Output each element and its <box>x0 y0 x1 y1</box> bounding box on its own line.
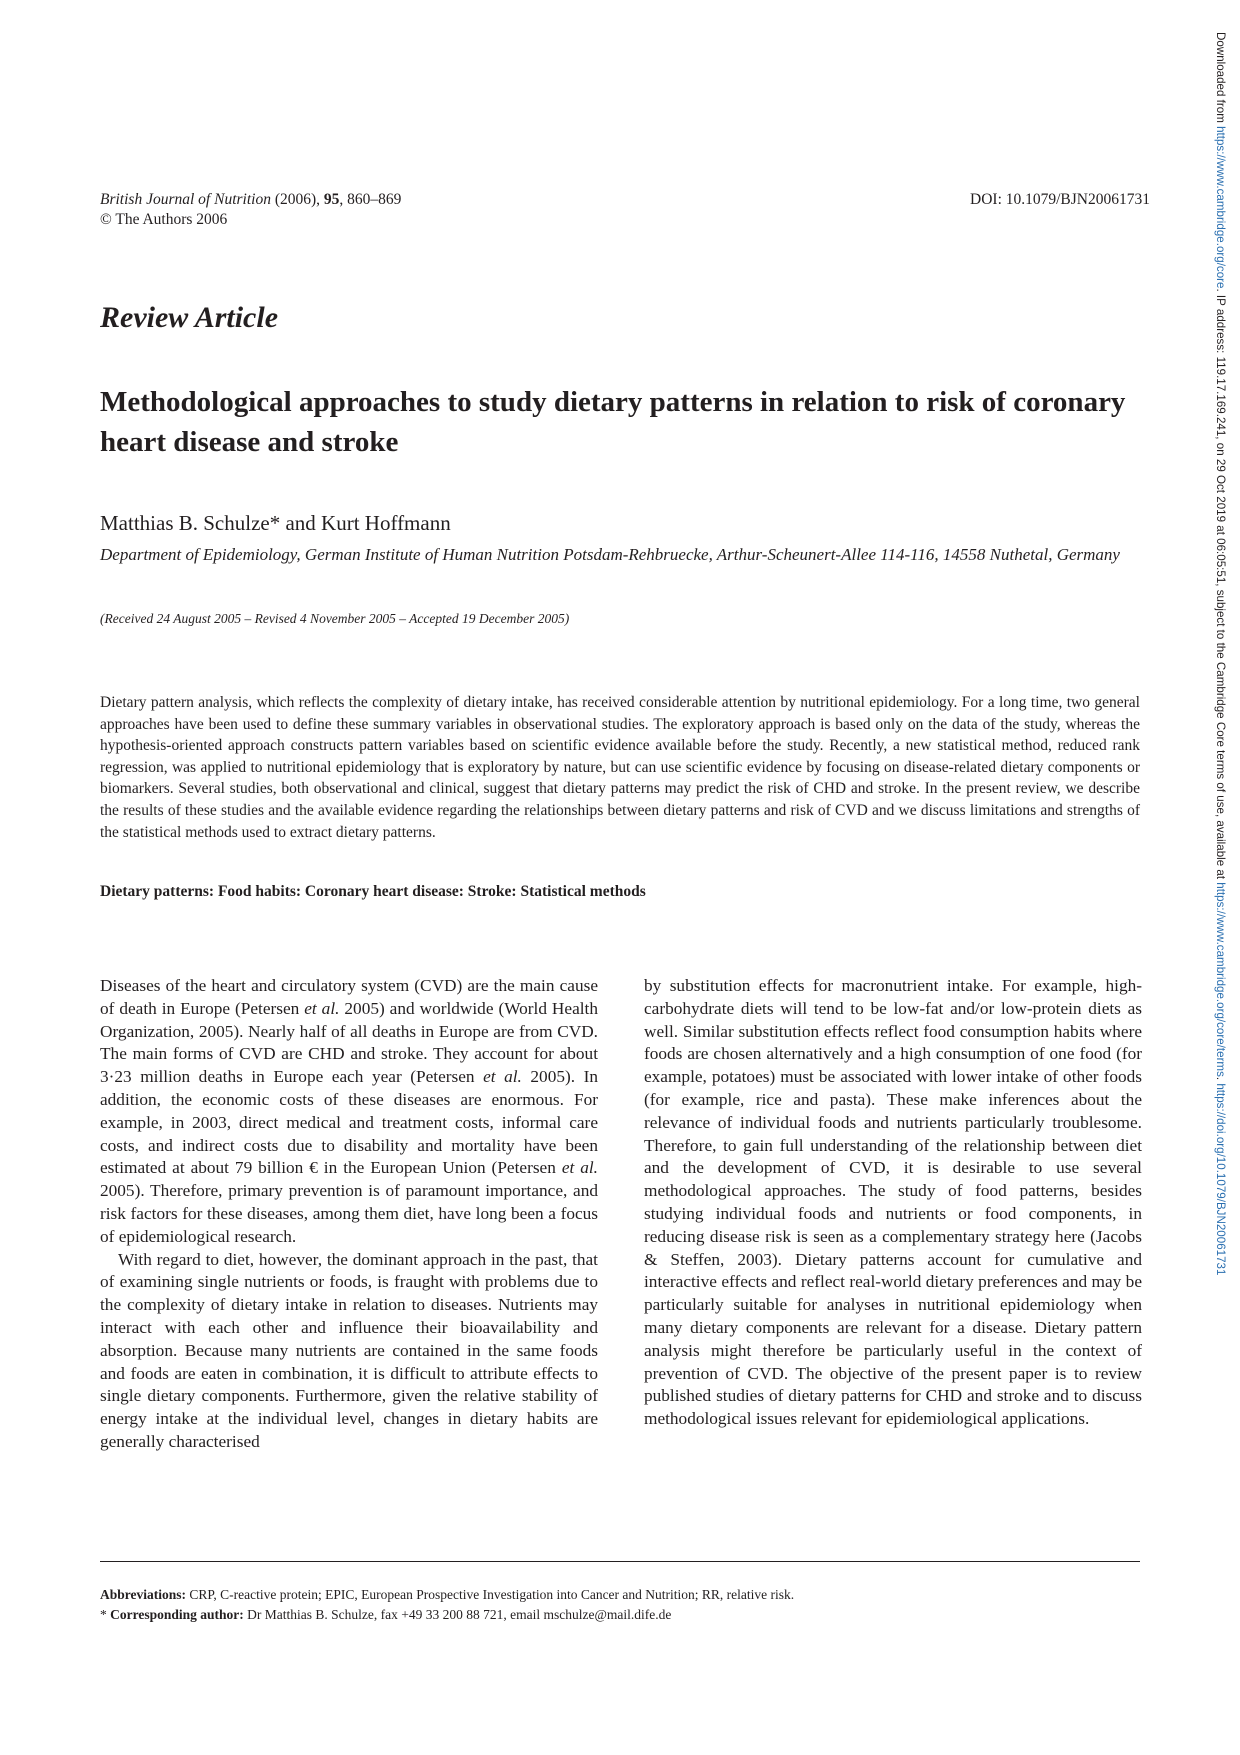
journal-year: (2006), <box>270 191 324 208</box>
download-notice <box>1210 32 1230 1732</box>
authors: Matthias B. Schulze* and Kurt Hoffmann <box>100 511 451 535</box>
footnote-label: Abbreviations: <box>100 1587 187 1602</box>
abstract: Dietary pattern analysis, which reflects the complexity of dietary intake, has received considerable attention by nutritional epidemiology. For a long time, two general approaches have been used to define these summary variables in observational studies. The exploratory approach is based only on the data of the study, whereas the hypothesis-oriented approach constructs pattern variables based on scientific evidence available before the study. Recently, a new statistical method, reduced rank regression, was applied to nutritional epidemiology that is exploratory by nature, but can use scientific evidence by focusing on disease-related dietary components or biomarkers. Several studies, both observational and clinical, suggest that dietary patterns may predict the risk of CHD and stroke. In the present review, we describe the results of these studies and the available evidence regarding the relationships between dietary patterns and risk of CVD and we discuss limitations and strengths of the statistical methods used to extract dietary patterns. <box>100 694 1140 841</box>
paragraph: With regard to diet, however, the dominant approach in the past, that of examining single nutrients or foods, is fraught with problems due to the complexity of dietary intake in relation to diseases. Nutrients may interact with each other and influence their bioavailability and absorption. Because many nutrients are contained in the same foods and foods are eaten in combination, it is difficult to attribute effects to single dietary components. Furthermore, given the relative stability of energy intake at the individual level, changes in dietary habits are generally characterised <box>100 1249 598 1451</box>
journal-name: British Journal of Nutrition <box>100 191 271 208</box>
terms-link[interactable]: https://www.cambridge.org/core/terms <box>1214 882 1227 1077</box>
footnote-label: Corresponding author: <box>110 1607 244 1622</box>
text-run: 2005). Therefore, primary prevention is of paramount importance, and risk factors for these diseases, among them diet, have long been a focus of epidemiological research. <box>100 1181 598 1246</box>
notice-text: . <box>1214 1076 1227 1084</box>
footnote-text: Dr Matthias B. Schulze, fax +49 33 200 88 721, email mschulze@mail.dife.de <box>243 1607 672 1622</box>
article-title: Methodological approaches to study dietary patterns in relation to risk of coronary heart disease and stroke <box>100 386 1126 458</box>
footnote-divider <box>100 1561 1140 1562</box>
journal-volume: 95 <box>323 191 340 208</box>
paragraph <box>100 975 598 1249</box>
footnote-abbreviations <box>100 1586 1140 1604</box>
text-run: 2005) and worldwide (World Health Organization, 2005). Nearly half of all deaths in Europe are from CVD. The main forms of CVD are CHD and stroke. They account for about 3·23 million deaths in Europe each year (Petersen <box>100 998 598 1087</box>
body-column-right <box>644 975 1142 1431</box>
affiliation: Department of Epidemiology, German Institute of Human Nutrition Potsdam-Rehbruecke, Arthur-Scheunert-Allee 114-116, 14558 Nuthetal, Germany <box>100 545 1120 564</box>
copyright: © The Authors 2006 <box>100 211 228 228</box>
cambridge-core-link[interactable]: https://www.cambridge.org/core <box>1214 126 1227 289</box>
text-run: 2005). In addition, the economic costs of these diseases are enormous. For example, in 2003, direct medical and treatment costs, informal care costs, and indirect costs due to disability and mortality have been estimated at about 79 billion € in the European Union (Petersen <box>100 1067 598 1178</box>
keywords: Dietary patterns: Food habits: Coronary heart disease: Stroke: Statistical methods <box>100 883 646 900</box>
footnote-star: * <box>100 1607 111 1622</box>
footnote-corresponding <box>100 1606 1140 1624</box>
footnote-text: CRP, C-reactive protein; EPIC, European Prospective Investigation into Cancer and Nutrition; RR, relative risk. <box>186 1587 795 1602</box>
doi-link[interactable]: https://doi.org/10.1079/BJN20061731 <box>1214 1083 1227 1276</box>
received-dates: (Received 24 August 2005 – Revised 4 November 2005 – Accepted 19 December 2005) <box>100 611 570 626</box>
notice-text: Downloaded from <box>1214 32 1227 127</box>
paragraph: by substitution effects for macronutrient intake. For example, high-carbohydrate diets will tend to be low-fat and/or low-protein diets as well. Similar substitution effects reflect food consumption habits where foods are chosen alternatively and a high consumption of one food (for example, potatoes) must be associated with lower intake of other foods (for example, rice and pasta). These make inferences about the relevance of individual foods and nutrients particularly troublesome. Therefore, to gain full understanding of the relationship between diet and the development of CVD, it is desirable to use several methodological approaches. The study of food patterns, besides studying individual foods and nutrients or food components, in reducing disease risk is seen as a complementary strategy here (Jacobs & Steffen, 2003). Dietary patterns account for cumulative and interactive effects and reflect real-world dietary preferences and may be particularly suitable for analyses in nutritional epidemiology when many dietary components are relevant for a disease. Dietary pattern analysis might therefore be particularly useful in the context of prevention of CVD. The objective of the present paper is to review published studies of dietary patterns for CHD and stroke and to discuss methodological issues relevant for epidemiological applications. <box>644 976 1142 1429</box>
body-column-left <box>100 975 598 1454</box>
journal-citation <box>100 190 401 210</box>
et-al: et al. <box>483 1067 522 1087</box>
article-type: Review Article <box>100 301 279 334</box>
text-run: Diseases of the heart and circulatory system (CVD) are the main cause of death in Europe (Petersen <box>100 976 598 1018</box>
journal-pages: , 860–869 <box>339 191 402 208</box>
et-al: et al. <box>304 998 340 1018</box>
doi: DOI: 10.1079/BJN20061731 <box>970 191 1150 208</box>
et-al: et al. <box>561 1158 598 1178</box>
notice-text: . IP address: 119.17.169.241, on 29 Oct 2019 at 06:05:51, subject to the Cambridge Core terms of use, available at <box>1214 288 1227 883</box>
